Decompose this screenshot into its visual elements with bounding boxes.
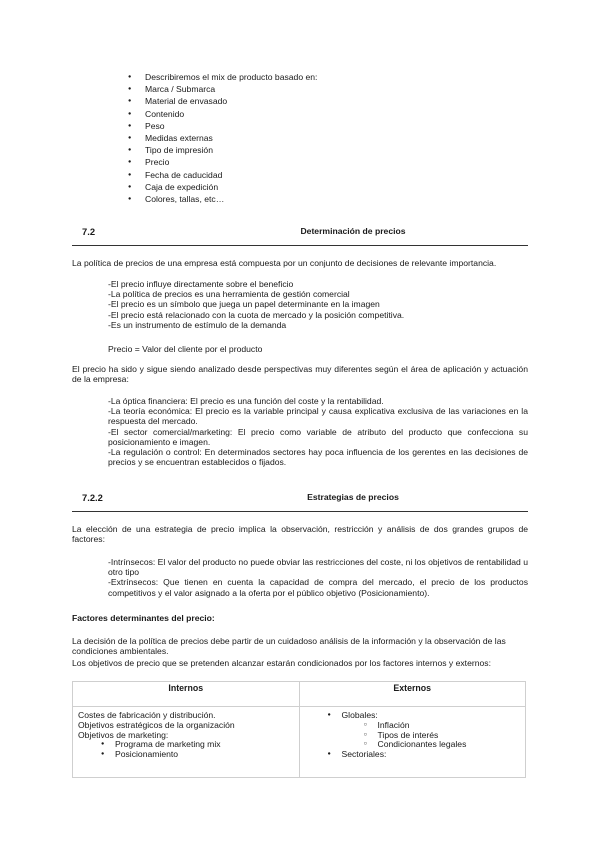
list-item: ● Medidas externas: [128, 132, 317, 144]
cell-list: [322, 750, 521, 760]
perspective-item: -El sector comercial/marketing: El precio como variable de atributo del producto que confecciona su posicionamiento e imagen.: [108, 426, 528, 447]
perspective-item: -La óptica financiera: El precio es una función del coste y la rentabilidad.: [108, 396, 384, 406]
table-row: [73, 707, 526, 778]
cell-line: Objetivos estratégicos de la organización: [78, 719, 235, 730]
price-point: -Es un instrumento de estímulo de la demanda: [108, 319, 287, 330]
price-point: -El precio está relacionado con la cuota de mercado y la posición competitiva.: [108, 309, 405, 320]
column-header: Externos: [299, 682, 526, 707]
section-7-2-2-heading: [82, 488, 528, 508]
perspective-item: -La teoría económica: El precio es la variable principal y causa explicativa exclusiva de las variaciones en la respuesta del mercado.: [108, 406, 528, 427]
factor-item: -Intrínsecos: El valor del producto no puede obviar las restricciones del coste, ni los objetivos de rentabilidad u otro tipo: [108, 557, 528, 578]
price-points: [108, 279, 528, 330]
table-cell-externos: [299, 707, 526, 778]
list-item: ● Describiremos el mix de producto basado en:: [128, 71, 317, 83]
paragraph: La elección de una estrategia de precio implica la observación, restricción y análisis de dos grandes grupos de factores:: [72, 524, 528, 545]
price-formula: Precio = Valor del cliente por el producto: [108, 344, 263, 354]
factor-item: -Extrínsecos: Que tienen en cuenta la capacidad de compra del mercado, el precio de los productos competitivos y el valor asignado a la oferta por el público objetivo (Posicionamiento).: [108, 577, 528, 598]
section-number: 7.2.2: [82, 492, 103, 503]
list-item: ○ Condicionantes legales: [378, 740, 521, 750]
section-divider: [72, 511, 528, 512]
cell-line: Costes de fabricación y distribución.: [78, 710, 216, 720]
list-item: ● Programa de marketing mix: [115, 740, 294, 750]
list-item: ● Globales:: [342, 711, 521, 721]
section-divider: [72, 245, 528, 246]
list-item: ● Tipo de impresión: [128, 144, 317, 156]
cell-sublist: [322, 721, 521, 750]
list-item: ● Sectoriales:: [342, 750, 521, 760]
section-number: 7.2: [82, 226, 96, 237]
price-point: -El precio es un símbolo que juega un papel determinante en la imagen: [108, 299, 380, 310]
list-item: ● Colores, tallas, etc…: [128, 193, 317, 205]
price-point: -La política de precios es una herramienta de gestión comercial: [108, 289, 350, 300]
section-7-2-heading: [82, 222, 528, 242]
column-header: Internos: [73, 682, 300, 707]
list-item: ● Material de envasado: [128, 95, 317, 107]
subheading: Factores determinantes del precio:: [72, 613, 215, 623]
cell-list: [322, 711, 521, 721]
factors-table: [72, 681, 526, 778]
list-item: ● Caja de expedición: [128, 181, 317, 193]
list-item: ● Peso: [128, 120, 317, 132]
cell-line: Objetivos de marketing:: [78, 729, 169, 740]
section-title: Estrategias de precios: [307, 492, 399, 502]
perspective-item: -La regulación o control: En determinados sectores hay poca influencia de los gerentes en las decisiones de precios y se encuentran establecidos o fijados.: [108, 447, 528, 468]
paragraph: Los objetivos de precio que se pretenden alcanzar estarán condicionados por los factores internos y externos:: [72, 658, 491, 668]
cell-sublist: [78, 740, 294, 760]
list-item: ○ Tipos de interés: [378, 731, 521, 741]
factors-list: [108, 557, 528, 598]
list-item: ● Precio: [128, 156, 317, 168]
perspectives-list: [108, 396, 528, 467]
table-header-row: [73, 682, 526, 707]
paragraph: El precio ha sido y sigue siendo analizado desde perspectivas muy diferentes según el área de aplicación y actuación de la empresa:: [72, 364, 528, 385]
list-item: ○ Inflación: [378, 721, 521, 731]
list-item: ● Posicionamiento: [115, 750, 294, 760]
section-title: Determinación de precios: [300, 226, 406, 236]
list-item: ● Fecha de caducidad: [128, 169, 317, 181]
product-mix-list: [128, 71, 317, 205]
table-cell-internos: [73, 707, 300, 778]
list-item: ● Marca / Submarca: [128, 83, 317, 95]
paragraph: La decisión de la política de precios debe partir de un cuidadoso análisis de la información y la observación de las condiciones ambientales.: [72, 636, 506, 657]
list-item: ● Contenido: [128, 108, 317, 120]
price-point: -El precio influye directamente sobre el beneficio: [108, 279, 294, 289]
paragraph: La política de precios de una empresa está compuesta por un conjunto de decisiones de relevante importancia.: [72, 258, 497, 268]
